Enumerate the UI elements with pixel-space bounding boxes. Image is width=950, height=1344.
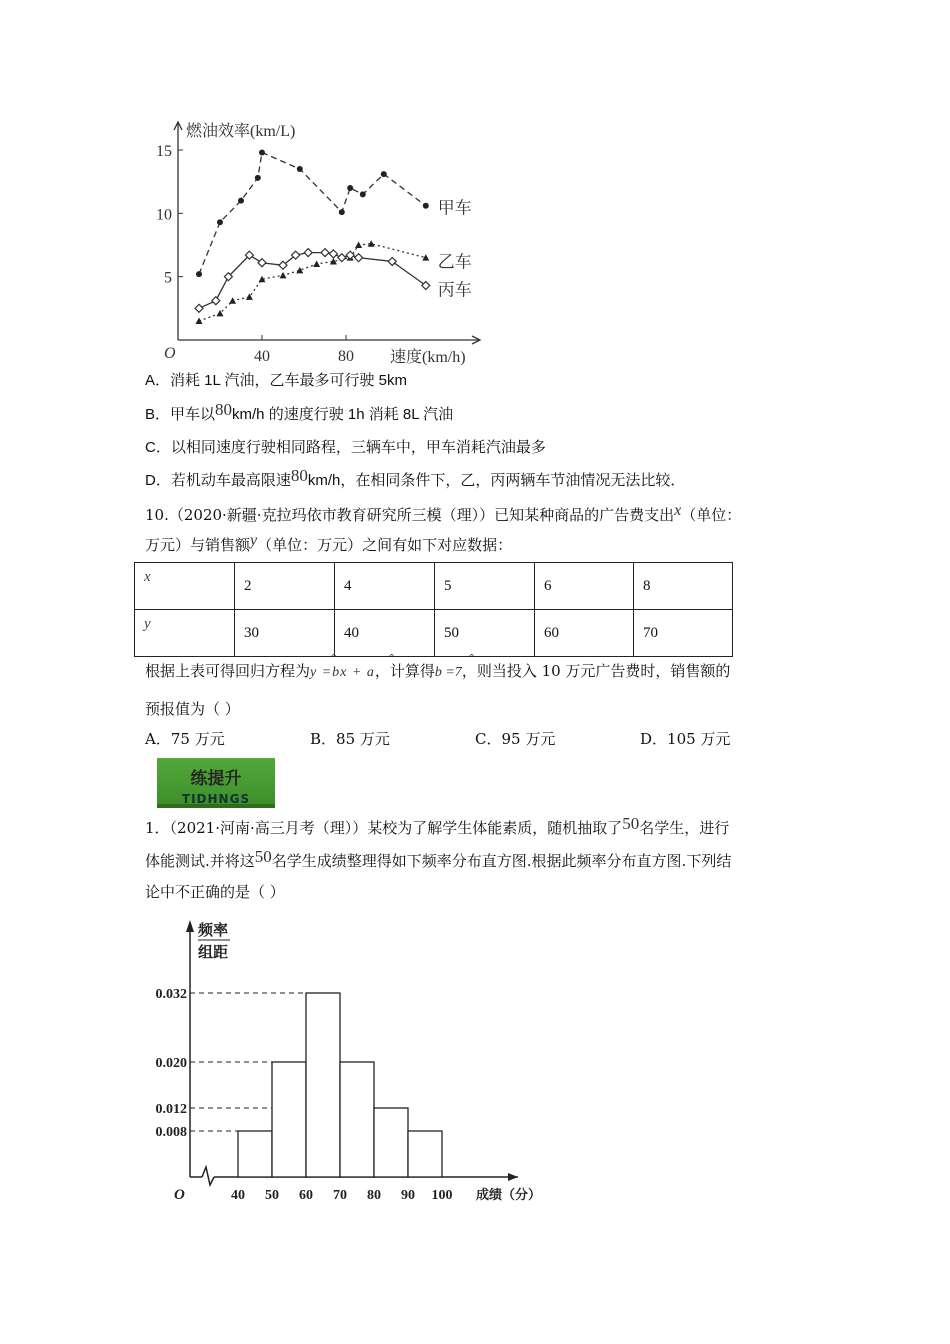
data-point	[258, 259, 266, 267]
b-value: b =7	[434, 665, 462, 680]
data-point	[238, 198, 244, 204]
histogram-bar	[238, 1131, 272, 1177]
q10-option-a: A．75 万元	[145, 730, 225, 748]
data-point	[423, 203, 429, 209]
y-axis-label-top: 频率	[198, 923, 229, 939]
y-axis-arrow	[186, 920, 194, 932]
data-point	[321, 249, 329, 257]
data-point	[304, 249, 312, 257]
table-cell: 60	[535, 610, 634, 657]
q9-option-d: D．若机动车最高限速80km/h，在相同条件下，乙，丙两辆车节油情况无法比较．	[145, 466, 686, 489]
x-tick-label: 90	[401, 1188, 415, 1203]
q1-stem-line3: 论中不正确的是（ ）	[145, 883, 285, 901]
x-axis-arrow	[508, 1173, 518, 1181]
y-tick-label: 15	[156, 143, 172, 160]
q10-option-d: D．105 万元	[640, 730, 731, 748]
data-point	[259, 150, 265, 156]
table-cell: 5	[435, 563, 535, 610]
series-label-1: 甲车	[437, 198, 472, 218]
histogram-bar	[340, 1062, 374, 1177]
data-point	[381, 171, 387, 177]
table-cell: 30	[235, 610, 335, 657]
y-tick-label: 5	[164, 269, 172, 287]
histogram-bar	[374, 1108, 408, 1177]
q10-stem-line3: 根据上表可得回归方程为y =bx + a，计算得b =7，则当投入 10 万元广告费时，销售额的	[145, 662, 731, 680]
x-tick-label: 100	[431, 1188, 453, 1203]
x-axis-label: 速度(km/h)	[390, 349, 466, 365]
x-tick-label: 50	[265, 1188, 279, 1203]
table-cell: 8	[634, 563, 733, 610]
x-tick-label: 80	[338, 348, 354, 365]
data-point	[339, 209, 345, 215]
origin-label: O	[174, 1187, 185, 1203]
hat-mark-b: ^	[468, 654, 476, 664]
hat-mark-a: ^	[388, 654, 396, 664]
q9-option-a: A．消耗 1L 汽油，乙车最多可行驶 5km	[145, 372, 407, 389]
x-axis-label: 成绩（分）	[476, 1187, 542, 1202]
data-point	[280, 272, 287, 279]
q9-option-b: B．甲车以80km/h 的速度行驶 1h 消耗 8L 汽油	[145, 400, 454, 423]
series-label-2: 乙车	[437, 252, 472, 272]
section-badge-subtitle: TIDHNGS	[181, 792, 251, 806]
origin-label: O	[164, 345, 176, 362]
histogram-bar	[408, 1131, 442, 1177]
y-tick-label: 0.032	[155, 987, 187, 1002]
table-row	[135, 610, 733, 657]
frequency-histogram	[140, 915, 560, 1205]
data-point	[422, 254, 429, 261]
q10-option-c: C．95 万元	[475, 730, 556, 748]
x-tick-label: 70	[333, 1188, 347, 1203]
series-line-2	[199, 244, 426, 321]
data-point	[217, 219, 223, 225]
data-point	[329, 250, 337, 258]
axis-break	[202, 1167, 214, 1185]
fuel-efficiency-chart	[150, 110, 500, 365]
x-tick-label: 80	[367, 1188, 381, 1203]
histogram-bar	[272, 1062, 306, 1177]
q1-stem-line2: 体能测试.并将这50名学生成绩整理得如下频率分布直方图.根据此频率分布直方图.下列结	[145, 847, 732, 870]
q1-stem-line1: 1．（2021·河南·高三月考（理））某校为了解学生体能素质，随机抽取了50名学生，进行	[145, 814, 730, 837]
data-point	[255, 175, 261, 181]
q10-stem-line1: 10.（2020·新疆·克拉玛依市教育研究所三模（理））已知某种商品的广告费支出x（单位：	[145, 502, 742, 524]
table-cell: 4	[335, 563, 435, 610]
y-tick-label: 10	[156, 206, 172, 224]
q10-option-b: B．85 万元	[310, 730, 390, 748]
series-line-1	[199, 153, 426, 275]
table-cell: 70	[634, 610, 733, 657]
data-point	[196, 271, 202, 277]
series-label-3: 丙车	[437, 280, 472, 300]
section-badge-title: 练提升	[190, 769, 242, 789]
data-point	[338, 254, 346, 262]
section-badge	[157, 758, 275, 808]
data-point	[360, 191, 366, 197]
data-point	[195, 304, 203, 312]
data-point	[297, 166, 303, 172]
q9-option-c: C．以相同速度行驶相同路程，三辆车中，甲车消耗汽油最多	[145, 439, 546, 456]
y-tick-label: 0.020	[155, 1056, 187, 1071]
x-tick-label: 40	[254, 348, 270, 365]
regression-equation: y =bx + a	[310, 665, 375, 680]
q10-stem-line2: 万元）与销售额y（单位：万元）之间有如下对应数据：	[145, 532, 513, 554]
table-cell: 50	[435, 610, 535, 657]
table-cell: x	[135, 563, 235, 610]
data-point	[355, 254, 363, 262]
data-point	[355, 242, 362, 249]
table-cell: 40	[335, 610, 435, 657]
y-tick-label: 0.008	[155, 1125, 187, 1140]
table-cell: 2	[235, 563, 335, 610]
histogram-bar	[306, 993, 340, 1177]
y-axis-label: 燃油效率(km/L)	[186, 123, 296, 140]
table-cell: 6	[535, 563, 634, 610]
data-point	[196, 318, 203, 325]
table-row	[135, 563, 733, 610]
data-point	[212, 297, 220, 305]
hat-mark-y: ^	[330, 654, 338, 664]
y-tick-label: 0.012	[155, 1102, 187, 1117]
data-point	[229, 297, 236, 304]
x-tick-label: 40	[231, 1188, 245, 1203]
x-tick-label: 60	[299, 1188, 313, 1203]
table-cell: y	[135, 610, 235, 657]
q10-data-table	[134, 562, 733, 657]
y-axis-label-bottom: 组距	[198, 945, 229, 961]
q10-stem-line4: 预报值为（ ）	[145, 700, 240, 718]
data-point	[313, 261, 320, 268]
data-point	[347, 185, 353, 191]
